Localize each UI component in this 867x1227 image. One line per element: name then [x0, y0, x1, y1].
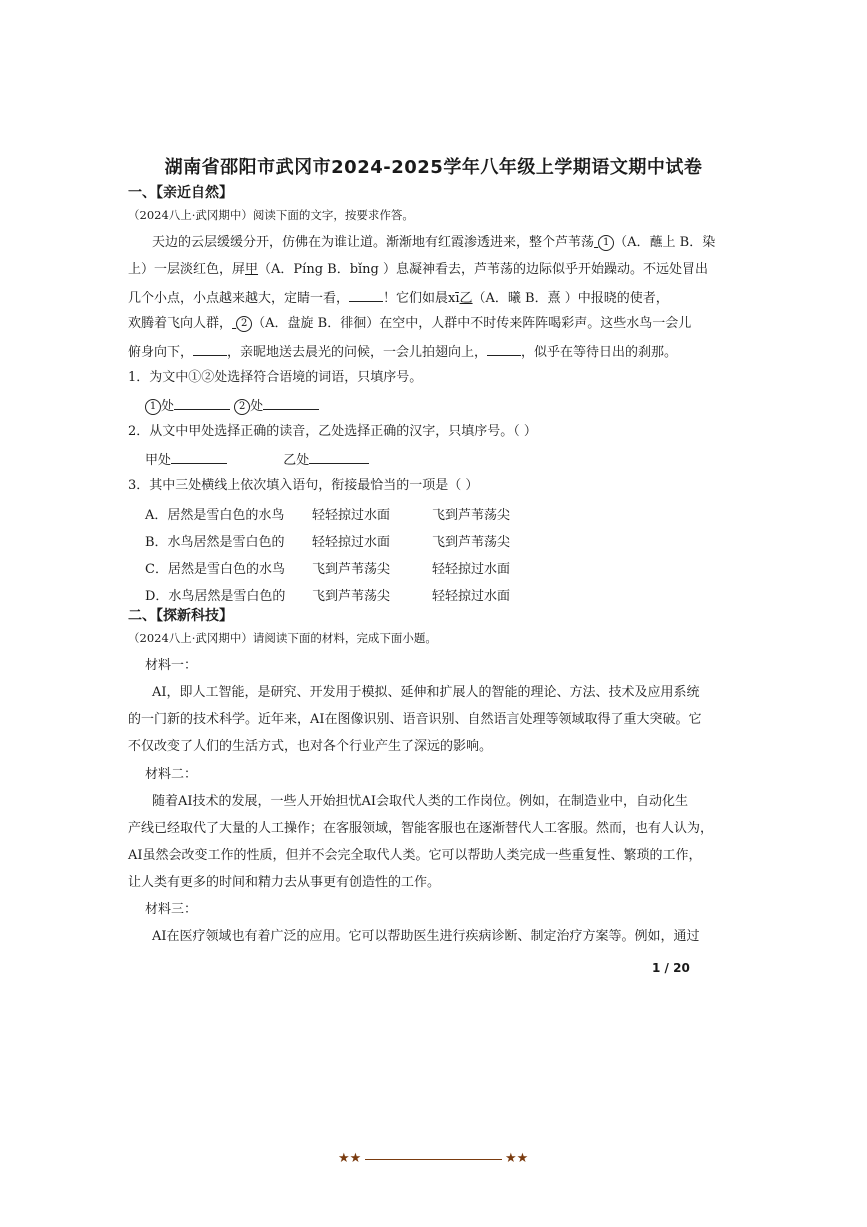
circle-number-2: 2 [236, 316, 252, 332]
passage-line-2 [128, 261, 708, 279]
answer-blank-2[interactable] [263, 396, 319, 410]
option-b-col2: 轻轻掠过水面 [312, 535, 391, 550]
passage-line-1 [152, 234, 715, 252]
answer-blank-yi[interactable] [309, 450, 369, 464]
page-number: 1 / 20 [652, 961, 690, 975]
circle-number-1: 1 [598, 235, 614, 251]
question-1: 1．为文中①②处选择符合语境的词语，只填序号。 [128, 370, 423, 385]
passage-text: （A．曦 B．熹 ）中报晓的使者， [472, 291, 669, 306]
circle-number-2: 2 [234, 399, 250, 415]
passage-text: （A．蘸上 B．染 [614, 235, 716, 250]
material-1-line: AI，即人工智能，是研究、开发用于模拟、延伸和扩展人的智能的理论、方法、技术及应用系统 [152, 685, 700, 700]
answer-label: 处 [250, 399, 264, 414]
passage-text: 上）一层淡红色，屏 [128, 262, 246, 277]
footer-divider [365, 1159, 502, 1160]
passage-text: 几个小点，小点越来越大，定睛一看， [128, 291, 350, 306]
option-a-col1[interactable]: A．居然是雪白色的水鸟 [145, 508, 285, 523]
material-2-line: 产线已经取代了大量的人工操作；在客服领域，智能客服也在逐渐替代人工客服。然而，也有人认为， [128, 821, 714, 836]
answer-blank[interactable] [349, 288, 383, 302]
section1-source: （2024八上·武冈期中）阅读下面的文字，按要求作答。 [128, 208, 414, 222]
option-a-col2: 轻轻掠过水面 [312, 508, 391, 523]
question-2: 2．从文中甲处选择正确的读音，乙处选择正确的汉字，只填序号。（ ） [128, 424, 537, 439]
material-1-line: 的一门新的技术科学。近年来，AI在图像识别、语音识别、自然语言处理等领域取得了重大突破。它 [128, 712, 702, 727]
option-c-col3: 轻轻掠过水面 [432, 562, 511, 577]
passage-text: （A．盘旋 B．徘徊）在空中，人群中不时传来阵阵喝彩声。这些水鸟一会儿 [252, 316, 692, 331]
answer-label: 处 [161, 399, 175, 414]
material-2-label: 材料二： [145, 767, 198, 782]
passage-line-5 [128, 342, 677, 362]
answer-blank-1[interactable] [174, 396, 230, 410]
option-b-col1[interactable]: B．水鸟居然是雪白色的 [145, 535, 285, 550]
material-2-line: 随着AI技术的发展，一些人开始担忧AI会取代人类的工作岗位。例如，在制造业中，自动化生 [152, 794, 689, 809]
question-3: 3．其中三处横线上依次填入语句，衔接最恰当的一项是（ ） [128, 478, 479, 493]
passage-text: 欢腾着飞向人群， [128, 316, 233, 331]
question-1-answers [145, 396, 319, 416]
material-2-line: 让人类有更多的时间和精力去从事更有创造性的工作。 [128, 875, 441, 890]
mark-jia: 甲 [245, 262, 259, 277]
passage-text: （A．Píng B．bǐng ）息凝神看去，芦苇荡的边际似乎开始躁动。不远处冒出 [258, 262, 709, 277]
answer-label: 乙处 [283, 453, 310, 468]
option-d-col2: 飞到芦苇荡尖 [312, 589, 391, 604]
passage-text: ，亲昵地送去晨光的问候，一会儿拍翅向上， [227, 345, 488, 360]
star-icon: ★★ [505, 1151, 529, 1166]
section2-heading: 二、【探新科技】 [128, 608, 233, 624]
circle-number-1: 1 [145, 399, 161, 415]
star-icon: ★★ [338, 1151, 362, 1166]
blank-1 [594, 235, 614, 250]
question-2-answers [145, 450, 369, 470]
material-1-line: 不仅改变了人们的生活方式，也对各个行业产生了深远的影响。 [128, 739, 493, 754]
page-title: 湖南省邵阳市武冈市2024-2025学年八年级上学期语文期中试卷 [164, 157, 703, 178]
passage-line-3 [128, 288, 669, 308]
option-d-col3: 轻轻掠过水面 [432, 589, 511, 604]
option-b-col3: 飞到芦苇荡尖 [432, 535, 511, 550]
material-3-line: AI在医疗领域也有着广泛的应用。它可以帮助医生进行疾病诊断、制定治疗方案等。例如，通过 [152, 929, 700, 944]
answer-blank[interactable] [487, 342, 521, 356]
passage-text: ，似乎在等待日出的刹那。 [521, 345, 678, 360]
option-a-col3: 飞到芦苇荡尖 [432, 508, 511, 523]
passage-text: ！它们如晨xī [383, 291, 460, 306]
passage-text: 俯身向下， [128, 345, 194, 360]
material-3-label: 材料三： [145, 902, 198, 917]
passage-line-4 [128, 315, 691, 333]
material-1-label: 材料一： [145, 658, 198, 673]
answer-blank[interactable] [193, 342, 227, 356]
footer-ornament [338, 1151, 528, 1169]
blank-2 [232, 316, 252, 331]
material-2-line: AI虽然会改变工作的性质，但并不会完全取代人类。它可以帮助人类完成一些重复性、繁琐的工作， [128, 848, 702, 863]
mark-yi: 乙 [459, 291, 473, 306]
passage-text: 天边的云层缓缓分开，仿佛在为谁让道。渐渐地有红霞渗透进来，整个芦苇荡 [152, 235, 595, 250]
answer-label: 甲处 [145, 453, 172, 468]
section1-heading: 一、【亲近自然】 [128, 185, 233, 201]
option-d-col1[interactable]: D．水鸟居然是雪白色的 [145, 589, 286, 604]
option-c-col2: 飞到芦苇荡尖 [312, 562, 391, 577]
section2-source: （2024八上·武冈期中）请阅读下面的材料，完成下面小题。 [128, 631, 437, 645]
option-c-col1[interactable]: C．居然是雪白色的水鸟 [145, 562, 285, 577]
answer-blank-jia[interactable] [171, 450, 227, 464]
